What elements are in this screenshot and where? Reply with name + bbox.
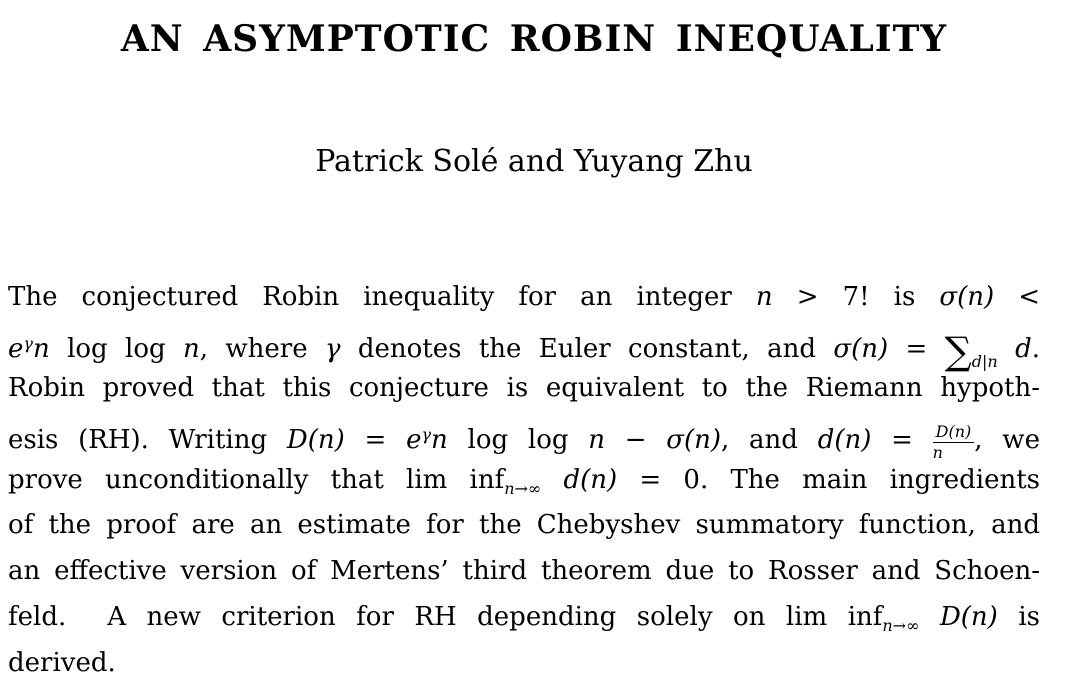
text-run: > 7! is bbox=[772, 282, 940, 312]
subscript: n→∞ bbox=[882, 615, 920, 635]
math-run: σ(n) bbox=[666, 425, 722, 456]
math-run: σ(n) bbox=[939, 282, 995, 312]
subscript: n→∞ bbox=[504, 478, 542, 498]
math-run: n bbox=[32, 333, 50, 364]
text-run: esis (RH). Writing bbox=[8, 425, 287, 456]
math-run: d(n) bbox=[563, 464, 618, 495]
abstract-line bbox=[8, 549, 1040, 595]
math-run: D(n) bbox=[286, 425, 345, 456]
text-run bbox=[919, 602, 940, 632]
math-run: n bbox=[431, 425, 448, 456]
math-run: σ(n) bbox=[833, 333, 889, 364]
math-run: n bbox=[588, 425, 605, 456]
text-run: is bbox=[997, 601, 1040, 632]
superscript: γ bbox=[421, 425, 432, 445]
math-run: n bbox=[183, 333, 200, 364]
text-run: . bbox=[1031, 333, 1040, 364]
text-run: − bbox=[604, 425, 667, 456]
math-run: D(n) bbox=[939, 601, 998, 632]
math-run: e bbox=[8, 333, 24, 364]
abstract-line bbox=[8, 366, 1040, 412]
text-run: derived. bbox=[8, 647, 116, 678]
abstract-line bbox=[8, 412, 1040, 463]
math-run: n bbox=[755, 282, 773, 312]
text-run: of the proof are an estimate for the Chebyshev summatory function, and bbox=[8, 510, 1040, 541]
sum-operator bbox=[944, 328, 998, 373]
abstract-line bbox=[8, 503, 1040, 549]
fraction-denominator: n bbox=[932, 443, 943, 463]
abstract-line bbox=[8, 641, 1040, 687]
abstract-line bbox=[8, 275, 1040, 321]
abstract-line bbox=[8, 595, 1040, 641]
math-run: d(n) bbox=[817, 425, 872, 456]
text-run: , where bbox=[199, 333, 325, 364]
fraction bbox=[933, 424, 975, 461]
text-run: denotes the Euler constant, and bbox=[340, 333, 834, 364]
authors-line: Patrick Solé and Yuyang Zhu bbox=[315, 144, 753, 179]
text-run: , and bbox=[721, 425, 818, 456]
text-run: prove unconditionally that lim inf bbox=[8, 464, 505, 495]
text-run: < bbox=[994, 282, 1040, 312]
text-run: The conjectured Robin inequality for an integer bbox=[8, 282, 756, 312]
text-run bbox=[998, 334, 1015, 364]
text-run: Robin proved that this conjecture is equivalent to the Riemann hypoth- bbox=[8, 373, 1040, 404]
text-run: , we bbox=[974, 425, 1040, 456]
fraction-numerator: D(n) bbox=[933, 424, 975, 443]
math-run: d bbox=[1015, 333, 1032, 364]
text-run: = bbox=[344, 425, 407, 456]
abstract-line bbox=[8, 458, 1040, 504]
text-run bbox=[541, 465, 563, 495]
text-run: = bbox=[871, 425, 933, 456]
text-run: log log bbox=[447, 425, 589, 456]
paper-title: AN ASYMPTOTIC ROBIN INEQUALITY bbox=[120, 18, 948, 60]
superscript: γ bbox=[23, 333, 33, 353]
sigma-sum-icon: ∑ bbox=[944, 328, 972, 373]
text-run: log log bbox=[49, 333, 184, 364]
text-run: = 0. The main ingredients bbox=[617, 464, 1040, 495]
text-run: = bbox=[888, 333, 945, 364]
math-run: γ bbox=[324, 333, 341, 364]
abstract-line bbox=[8, 321, 1040, 373]
math-run: e bbox=[406, 425, 422, 456]
sum-subscript: d|n bbox=[971, 351, 998, 371]
text-run: an effective version of Mertens’ third theorem due to Rosser and Schoen- bbox=[8, 556, 1040, 587]
abstract bbox=[8, 275, 1040, 686]
text-run: feld. A new criterion for RH depending solely on lim inf bbox=[8, 601, 883, 632]
